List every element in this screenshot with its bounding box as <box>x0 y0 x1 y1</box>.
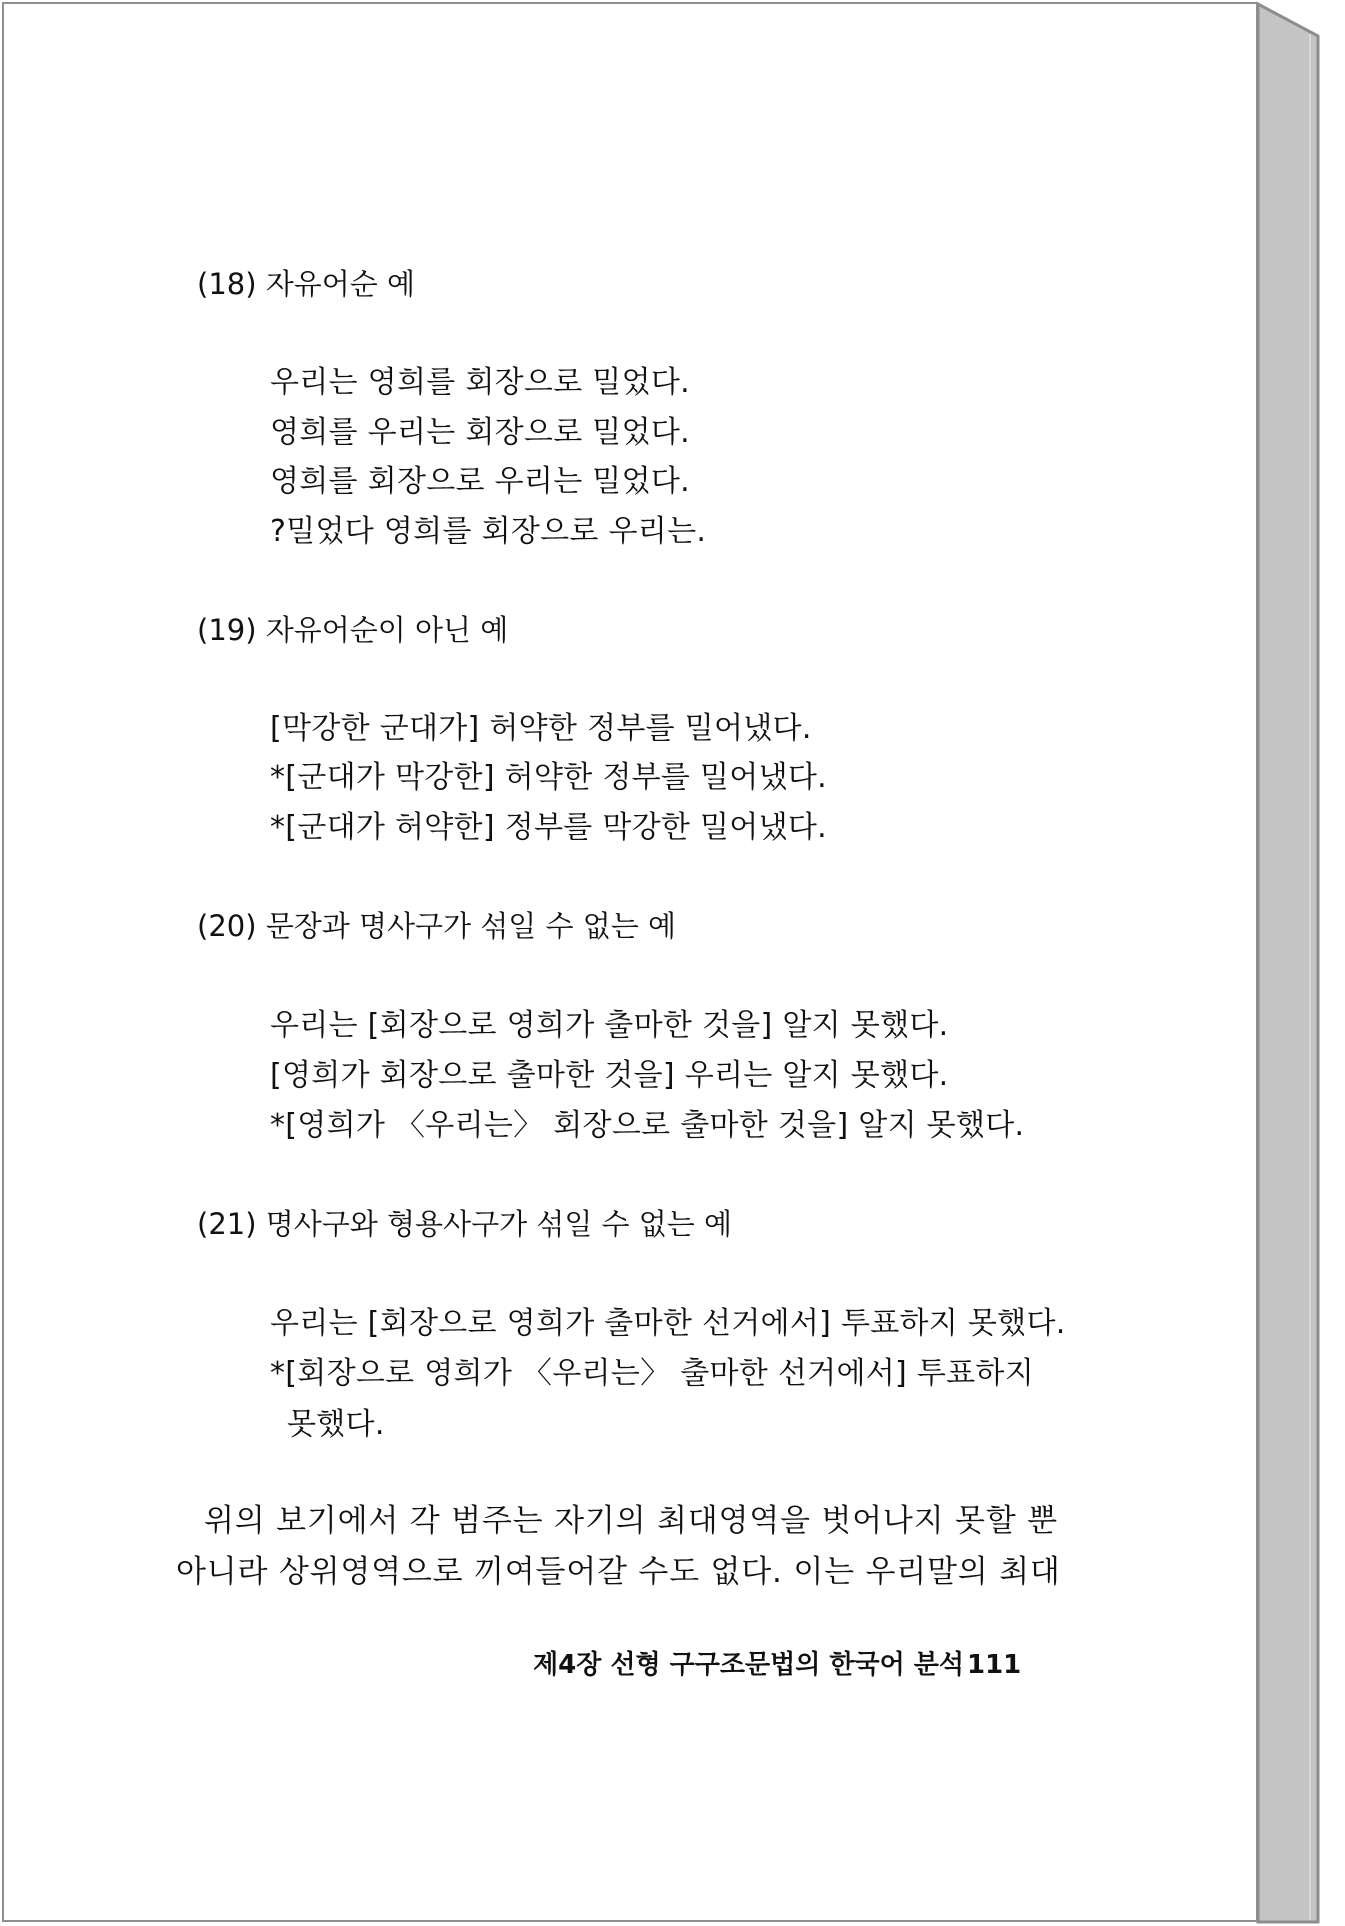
example-19-line-1: [막강한 군대가] 허약한 정부를 밀어냈다. <box>270 711 812 746</box>
example-21-heading: (21) 명사구와 형용사구가 섞일 수 없는 예 <box>197 1207 733 1241</box>
page-number: 111 <box>967 1650 1022 1680</box>
body-paragraph-line-2: 아니라 상위영역으로 끼여들어갈 수도 없다. 이는 우리말의 최대 <box>176 1554 1061 1590</box>
body-paragraph-line-1: 위의 보기에서 각 범주는 자기의 최대영역을 벗어나지 못할 뿐 <box>204 1503 1058 1539</box>
example-21-line-2: *[회장으로 영희가 〈우리는〉 출마한 선거에서] 투표하지 <box>270 1356 1034 1391</box>
example-20-line-2: [영희가 회장으로 출마한 것을] 우리는 알지 못했다. <box>270 1058 949 1093</box>
example-21-line-3: 못했다. <box>287 1407 385 1442</box>
example-19-heading: (19) 자유어순이 아닌 예 <box>197 613 509 647</box>
example-21-line-1: 우리는 [회장으로 영희가 출마한 선거에서] 투표하지 못했다. <box>270 1306 1066 1341</box>
running-title: 제4장 선형 구구조문법의 한국어 분석 <box>533 1650 965 1680</box>
example-20-heading: (20) 문장과 명사구가 섞일 수 없는 예 <box>197 909 677 943</box>
example-18-line-1: 우리는 영희를 회장으로 밀었다. <box>270 365 690 400</box>
example-19-line-3: *[군대가 허약한] 정부를 막강한 밀어냈다. <box>270 810 827 845</box>
page <box>2 2 1258 1922</box>
example-19-line-2: *[군대가 막강한] 허약한 정부를 밀어냈다. <box>270 760 827 795</box>
example-18-heading: (18) 자유어순 예 <box>197 267 416 301</box>
example-18-line-3: 영희를 회장으로 우리는 밀었다. <box>270 464 690 499</box>
example-20-line-3: *[영희가 〈우리는〉 회장으로 출마한 것을] 알지 못했다. <box>270 1108 1025 1143</box>
example-18-line-4: ?밀었다 영희를 회장으로 우리는. <box>270 514 707 549</box>
example-18-line-2: 영희를 우리는 회장으로 밀었다. <box>270 415 690 450</box>
example-20-line-1: 우리는 [회장으로 영희가 출마한 것을] 알지 못했다. <box>270 1008 949 1043</box>
